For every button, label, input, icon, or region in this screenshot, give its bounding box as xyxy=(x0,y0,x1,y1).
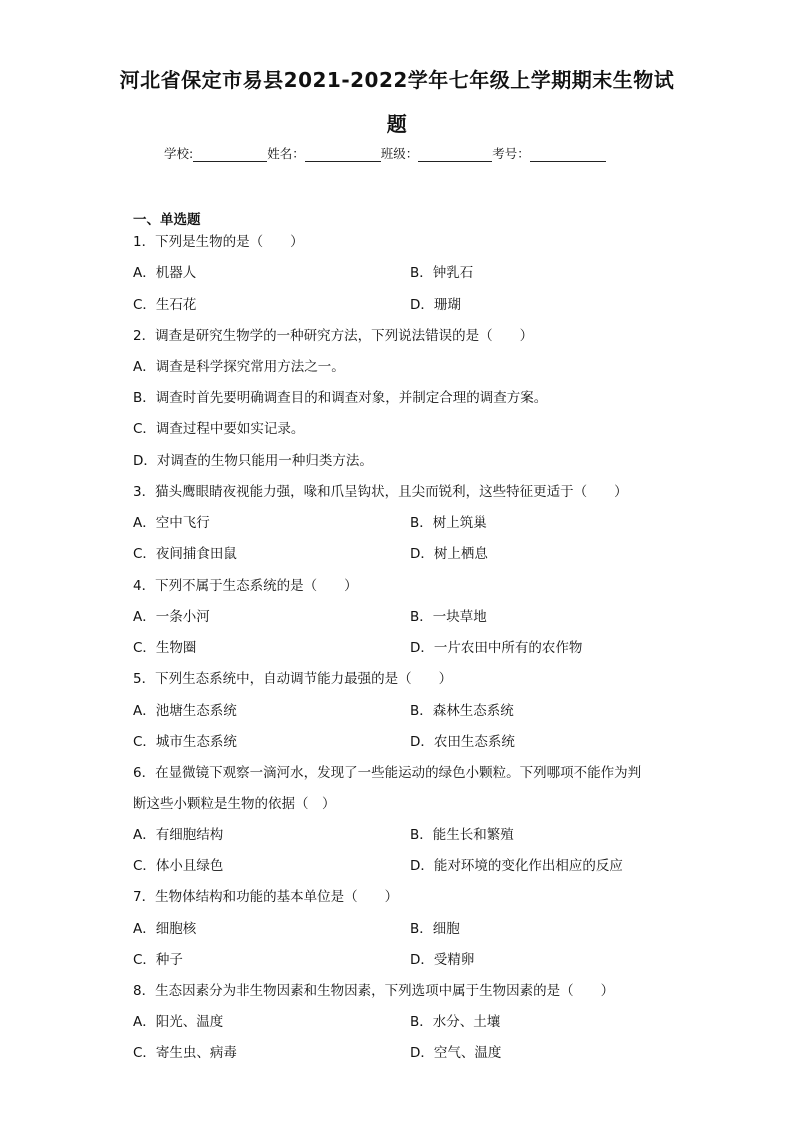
option-a: A．机器人 xyxy=(133,265,197,281)
number-label: 考号： xyxy=(492,146,530,161)
question-stem: 7．生物体结构和功能的基本单位是（ ） xyxy=(133,889,399,905)
option-b: B．钟乳石 xyxy=(410,265,474,281)
question-stem: 8．生态因素分为非生物因素和生物因素，下列选项中属于生物因素的是（ ） xyxy=(133,983,615,999)
class-label: 班级： xyxy=(380,146,419,161)
option-d: D．树上栖息 xyxy=(410,546,488,562)
option-a: A．阳光、温度 xyxy=(133,1014,224,1030)
option-c: C．寄生虫、病毒 xyxy=(133,1045,237,1061)
school-blank[interactable] xyxy=(193,147,267,162)
question-stem: 4．下列不属于生态系统的是（ ） xyxy=(133,578,358,594)
option-c: C．种子 xyxy=(133,952,183,968)
option-b: B．森林生态系统 xyxy=(410,703,514,719)
question-stem: 5．下列生态系统中，自动调节能力最强的是（ ） xyxy=(133,671,453,687)
option-b: B．水分、土壤 xyxy=(410,1014,501,1030)
question-stem: 6．在显微镜下观察一滴河水，发现了一些能运动的绿色小颗粒。下列哪项不能作为判 xyxy=(133,765,642,781)
option-b: B．一块草地 xyxy=(410,609,487,625)
option-d: D．对调查的生物只能用一种归类方法。 xyxy=(133,453,373,469)
option-d: D．能对环境的变化作出相应的反应 xyxy=(410,858,623,874)
option-d: D．珊瑚 xyxy=(410,297,461,313)
option-d: D．一片农田中所有的农作物 xyxy=(410,640,583,656)
option-a: A．空中飞行 xyxy=(133,515,210,531)
option-c: C．生石花 xyxy=(133,297,197,313)
exam-title-line2: 题 xyxy=(386,112,408,136)
option-c: C．城市生态系统 xyxy=(133,734,237,750)
student-info-row xyxy=(164,146,606,162)
option-b: B．树上筑巢 xyxy=(410,515,487,531)
option-a: A．细胞核 xyxy=(133,921,197,937)
option-d: D．空气、温度 xyxy=(410,1045,502,1061)
option-a: A．有细胞结构 xyxy=(133,827,224,843)
option-a: A．一条小河 xyxy=(133,609,210,625)
section-heading: 一、单选题 xyxy=(133,212,201,228)
option-c: C．生物圈 xyxy=(133,640,197,656)
option-c: C．夜间捕食田鼠 xyxy=(133,546,237,562)
name-blank[interactable] xyxy=(305,147,381,162)
number-blank[interactable] xyxy=(530,147,606,162)
exam-title-line1: 河北省保定市易县2021-2022学年七年级上学期期末生物试 xyxy=(119,68,675,92)
option-c: C．调查过程中要如实记录。 xyxy=(133,421,305,437)
question-stem: 3．猫头鹰眼睛夜视能力强，喙和爪呈钩状，且尖而锐利，这些特征更适于（ ） xyxy=(133,484,628,500)
option-d: D．受精卵 xyxy=(410,952,475,968)
option-b: B．细胞 xyxy=(410,921,460,937)
option-b: B．能生长和繁殖 xyxy=(410,827,514,843)
question-stem-continued: 断这些小颗粒是生物的依据（ ） xyxy=(133,796,336,812)
name-label: 姓名： xyxy=(267,146,305,161)
option-d: D．农田生态系统 xyxy=(410,734,515,750)
option-c: C．体小且绿色 xyxy=(133,858,224,874)
class-blank[interactable] xyxy=(418,147,492,162)
school-label: 学校: xyxy=(164,146,194,161)
question-stem: 2．调查是研究生物学的一种研究方法，下列说法错误的是（ ） xyxy=(133,328,534,344)
option-a: A．调查是科学探究常用方法之一。 xyxy=(133,359,345,375)
option-b: B．调查时首先要明确调查目的和调查对象，并制定合理的调查方案。 xyxy=(133,390,548,406)
question-stem: 1．下列是生物的是（ ） xyxy=(133,234,304,250)
option-a: A．池塘生态系统 xyxy=(133,703,237,719)
